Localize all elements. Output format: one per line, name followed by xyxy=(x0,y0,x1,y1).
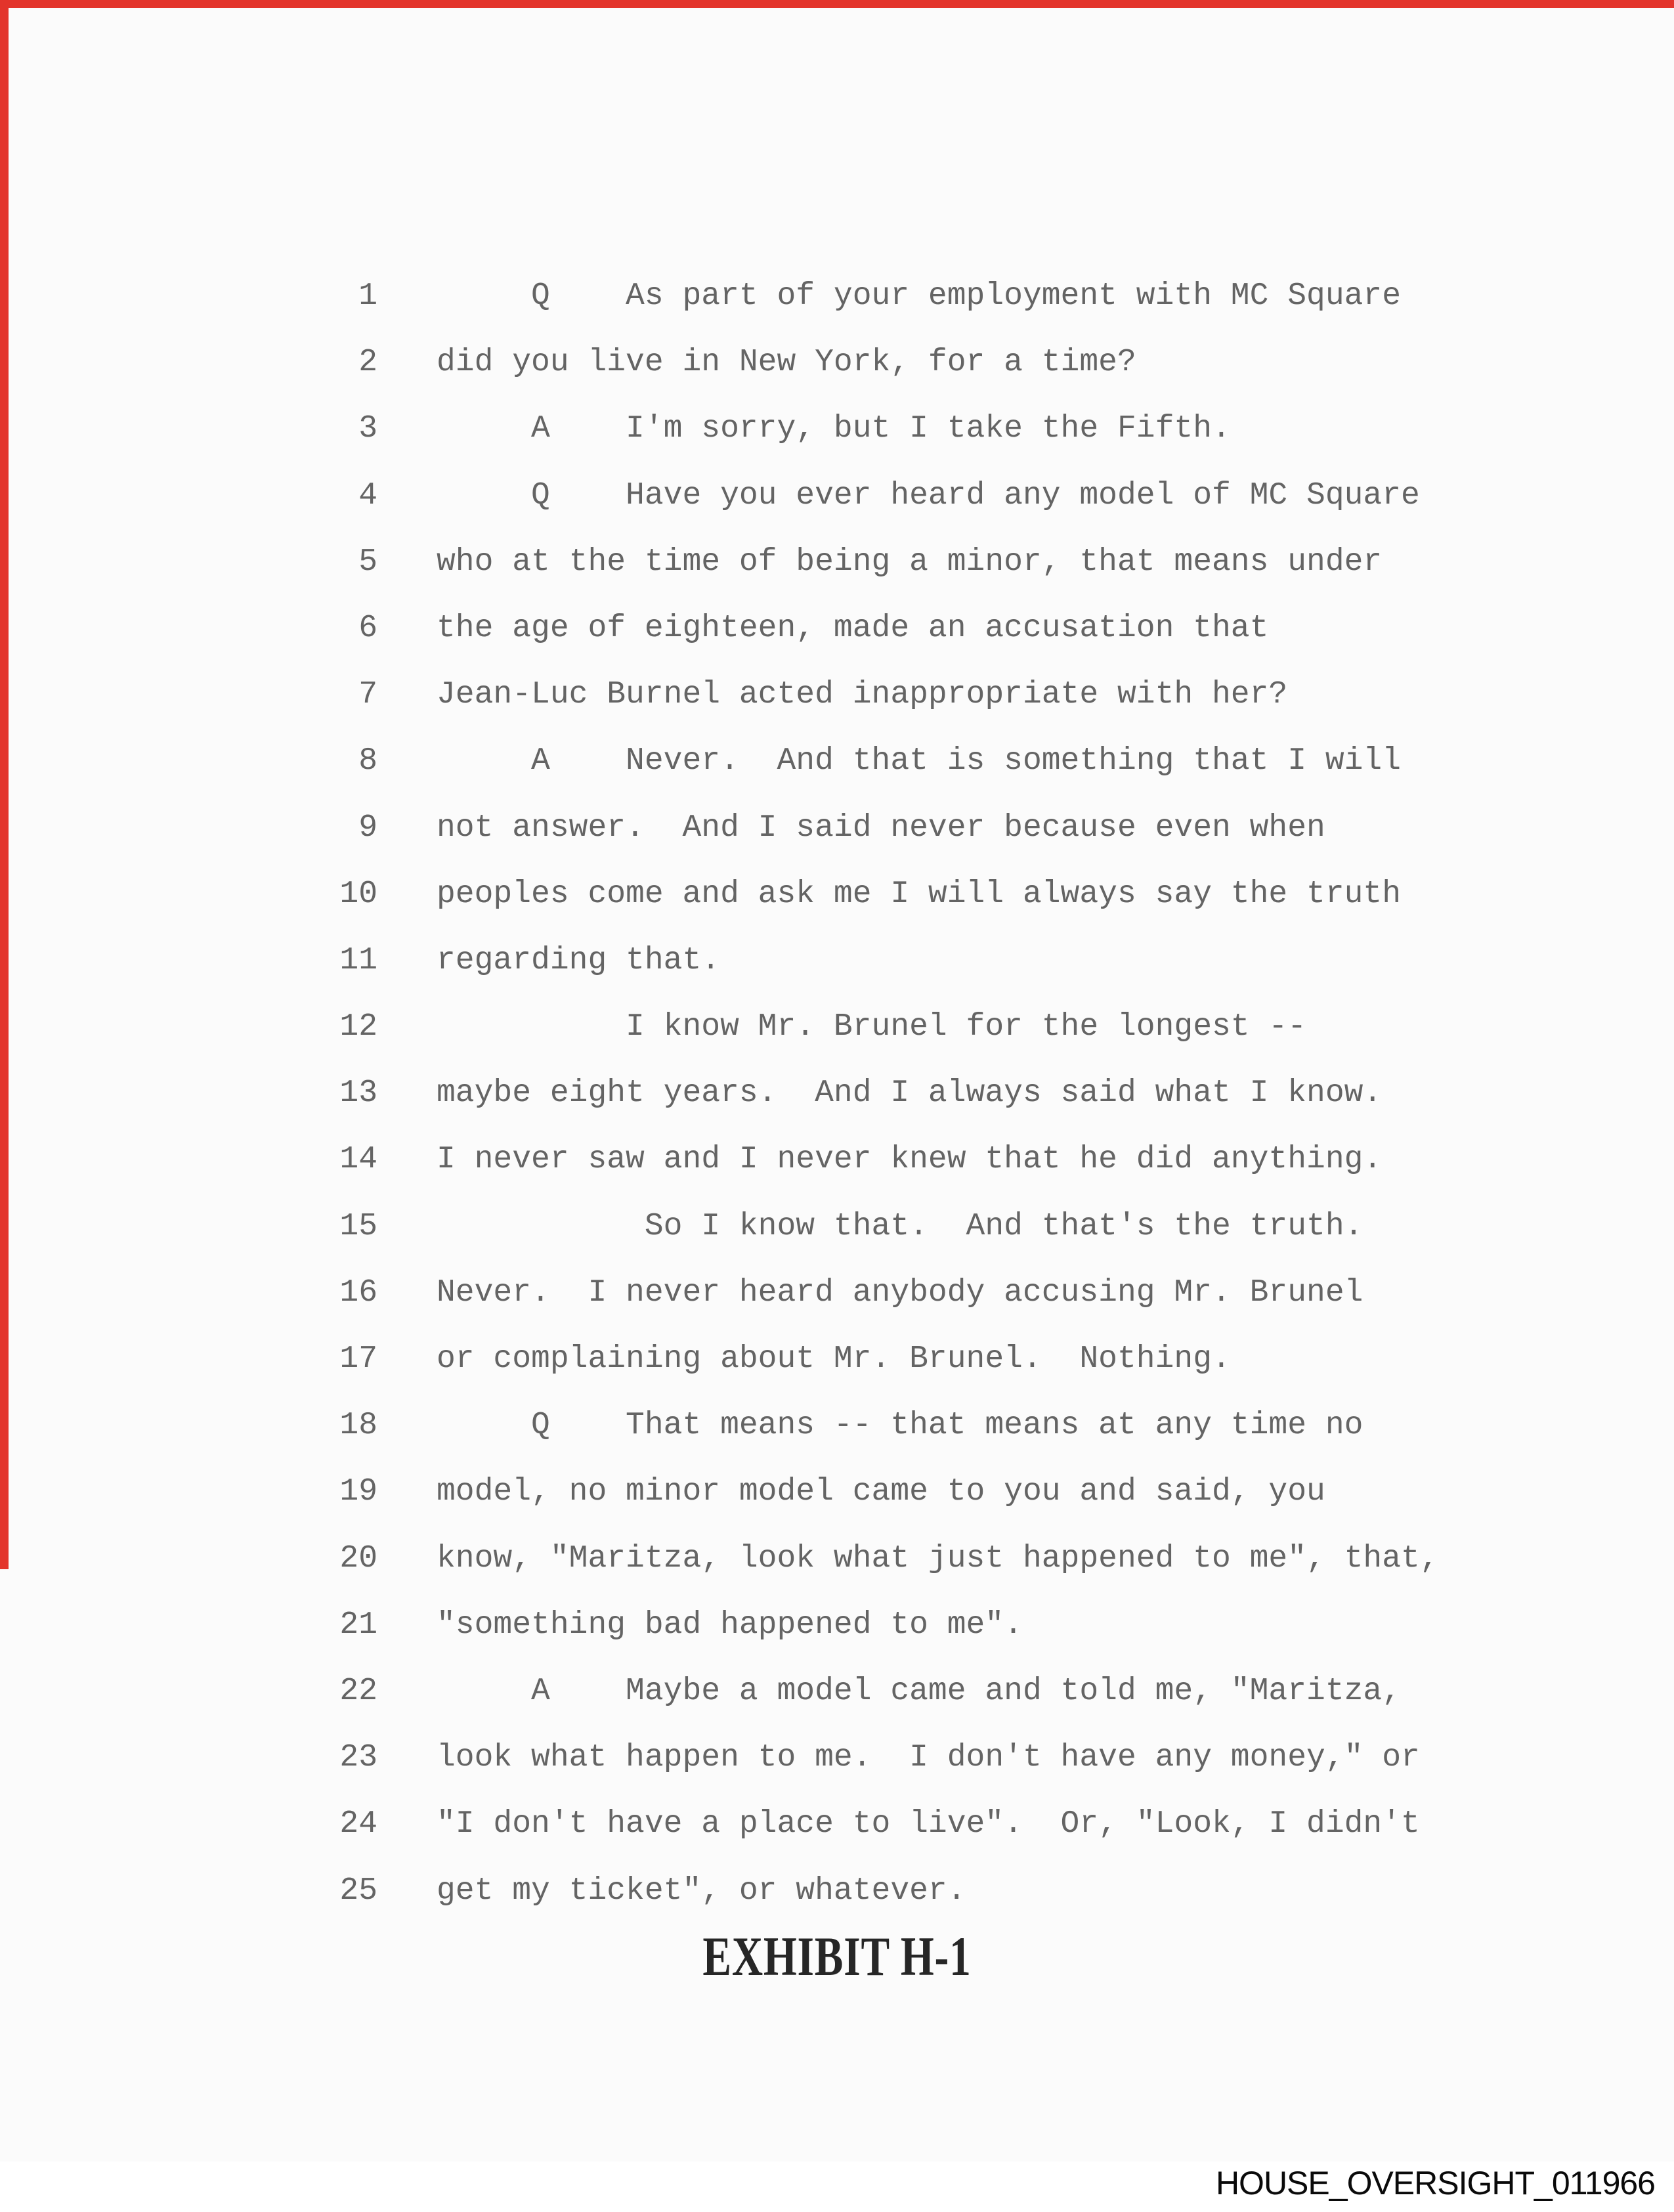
transcript-line xyxy=(0,928,1674,994)
line-number: 8 xyxy=(358,743,377,779)
transcript-line xyxy=(0,1260,1674,1326)
transcript-line xyxy=(0,330,1674,396)
line-number: 23 xyxy=(339,1740,377,1776)
transcript-line xyxy=(0,263,1674,330)
transcript-line xyxy=(0,1459,1674,1525)
line-text: A Never. And that is something that I will xyxy=(437,743,1402,779)
transcript-line xyxy=(0,596,1674,662)
line-text: "I don't have a place to live". Or, "Look, I didn't xyxy=(437,1806,1420,1842)
transcript-line xyxy=(0,728,1674,794)
line-number: 24 xyxy=(339,1806,377,1842)
line-text: I know Mr. Brunel for the longest -- xyxy=(437,1009,1307,1045)
line-number: 18 xyxy=(339,1408,377,1444)
line-text: did you live in New York, for a time? xyxy=(437,345,1136,381)
line-text: model, no minor model came to you and said, you xyxy=(437,1474,1325,1510)
line-text: the age of eighteen, made an accusation that xyxy=(437,610,1269,646)
transcript-line xyxy=(0,795,1674,861)
line-text: A I'm sorry, but I take the Fifth. xyxy=(437,411,1231,447)
line-number: 3 xyxy=(358,411,377,447)
line-number: 22 xyxy=(339,1673,377,1709)
transcript-line xyxy=(0,1791,1674,1857)
transcript-line xyxy=(0,1060,1674,1127)
transcript-line xyxy=(0,1725,1674,1791)
transcript-line xyxy=(0,1659,1674,1725)
line-number: 9 xyxy=(358,810,377,846)
line-text: know, "Maritza, look what just happened to me", that, xyxy=(437,1540,1439,1576)
line-number: 16 xyxy=(339,1274,377,1311)
line-number: 25 xyxy=(339,1873,377,1909)
line-text: look what happen to me. I don't have any money," or xyxy=(437,1740,1420,1776)
line-text: Q Have you ever heard any model of MC Square xyxy=(437,477,1420,513)
line-text: regarding that. xyxy=(437,942,721,978)
line-number: 20 xyxy=(339,1540,377,1576)
line-text: I never saw and I never knew that he did anything. xyxy=(437,1142,1383,1178)
line-text: or complaining about Mr. Brunel. Nothing. xyxy=(437,1341,1231,1377)
transcript-line xyxy=(0,1592,1674,1659)
line-text: who at the time of being a minor, that means under xyxy=(437,544,1383,580)
line-text: peoples come and ask me I will always say the truth xyxy=(437,876,1402,912)
transcript-line xyxy=(0,1858,1674,1924)
line-number: 10 xyxy=(339,876,377,912)
line-number: 4 xyxy=(358,477,377,513)
transcript-line xyxy=(0,1326,1674,1393)
line-text: maybe eight years. And I always said what I know. xyxy=(437,1075,1383,1112)
line-text: Q That means -- that means at any time no xyxy=(437,1408,1363,1444)
red-left-border-line xyxy=(0,0,9,1569)
transcript-line xyxy=(0,1393,1674,1459)
line-text: Never. I never heard anybody accusing Mr. Brunel xyxy=(437,1274,1363,1311)
transcript-body xyxy=(0,263,1674,1924)
line-text: A Maybe a model came and told me, "Maritza, xyxy=(437,1673,1402,1709)
line-text: So I know that. And that's the truth. xyxy=(437,1208,1363,1244)
transcript-line xyxy=(0,1127,1674,1193)
line-text: "something bad happened to me". xyxy=(437,1607,1023,1643)
line-text: Jean-Luc Burnel acted inappropriate with her? xyxy=(437,677,1288,713)
line-number: 6 xyxy=(358,610,377,646)
transcript-line xyxy=(0,662,1674,728)
line-number: 2 xyxy=(358,345,377,381)
line-number: 11 xyxy=(339,942,377,978)
transcript-line xyxy=(0,861,1674,928)
exhibit-stamp: EXHIBIT H-1 xyxy=(702,1926,972,1987)
line-text: get my ticket", or whatever. xyxy=(437,1873,966,1909)
transcript-line xyxy=(0,463,1674,529)
bates-number-stamp: HOUSE_OVERSIGHT_011966 xyxy=(1215,2165,1655,2201)
red-top-border-line xyxy=(0,0,1674,8)
line-number: 19 xyxy=(339,1474,377,1510)
line-number: 15 xyxy=(339,1208,377,1244)
line-number: 1 xyxy=(358,278,377,314)
line-number: 14 xyxy=(339,1142,377,1178)
line-number: 7 xyxy=(358,677,377,713)
line-number: 12 xyxy=(339,1009,377,1045)
line-text: not answer. And I said never because even when xyxy=(437,810,1325,846)
line-number: 21 xyxy=(339,1607,377,1643)
line-number: 5 xyxy=(358,544,377,580)
transcript-line xyxy=(0,1526,1674,1592)
transcript-line xyxy=(0,529,1674,596)
transcript-line xyxy=(0,396,1674,462)
line-number: 13 xyxy=(339,1075,377,1112)
transcript-line xyxy=(0,994,1674,1060)
line-number: 17 xyxy=(339,1341,377,1377)
line-text: Q As part of your employment with MC Square xyxy=(437,278,1402,314)
transcript-line xyxy=(0,1194,1674,1260)
